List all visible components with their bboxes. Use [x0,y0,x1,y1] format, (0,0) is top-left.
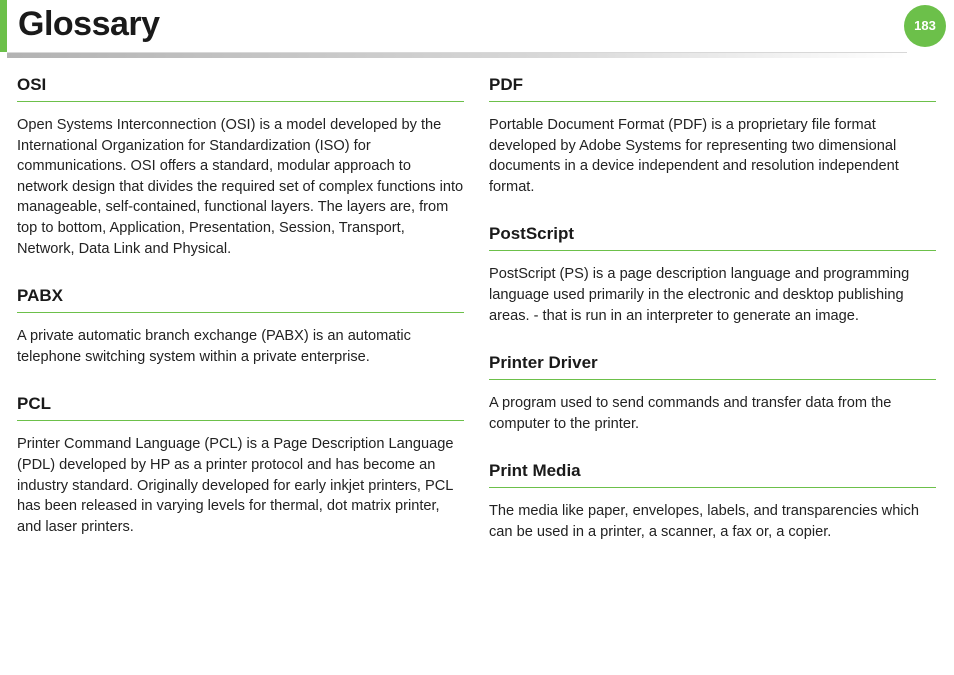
glossary-term: PostScript [489,223,936,251]
glossary-definition: The media like paper, envelopes, labels, and transparencies which can be used in a printer, a scanner, a fax or, a copier. [489,503,919,540]
glossary-term: PABX [17,285,464,313]
glossary-term: PDF [489,74,936,102]
glossary-entry-print-media [489,460,936,542]
glossary-term: OSI [17,74,464,102]
title-rule [7,52,907,58]
glossary-entry-pcl [17,393,464,537]
glossary-definition: A private automatic branch exchange (PABX) is an automatic telephone switching system within a private enterprise. [17,328,411,365]
page-number-badge: 183 [904,5,946,47]
page-title: Glossary [18,5,160,43]
glossary-entry-printer-driver [489,352,936,434]
left-column [17,74,464,563]
glossary-entry-postscript [489,223,936,326]
header-accent-bar [0,0,7,52]
right-column [489,74,936,569]
glossary-entry-pdf [489,74,936,197]
glossary-definition: Portable Document Format (PDF) is a proprietary file format developed by Adobe Systems for representing two dimensional documents in a device independent and resolution independent format. [489,117,899,195]
glossary-definition: PostScript (PS) is a page description language and programming language used primarily in the electronic and desktop publishing areas. - that is run in an interpreter to generate an image. [489,266,910,324]
glossary-term: Print Media [489,460,936,488]
glossary-entry-pabx [17,285,464,367]
glossary-definition: Open Systems Interconnection (OSI) is a model developed by the International Organization for Standardization (ISO) for communications. OSI offers a standard, modular approach to network design that divides the required set of complex functions into manageable, self-contained, functional layers. The layers are, from top to bottom, Application, Presentation, Session, Transport, Network, Data Link and Physical. [17,117,464,257]
glossary-term: Printer Driver [489,352,936,380]
glossary-definition: A program used to send commands and transfer data from the computer to the printer. [489,395,892,432]
glossary-term: PCL [17,393,464,421]
glossary-definition: Printer Command Language (PCL) is a Page Description Language (PDL) developed by HP as a printer protocol and has become an industry standard. Originally developed for early inkjet printers, PCL has been released in varying levels for thermal, dot matrix printer, and laser printers. [17,436,454,535]
glossary-entry-osi [17,74,464,259]
